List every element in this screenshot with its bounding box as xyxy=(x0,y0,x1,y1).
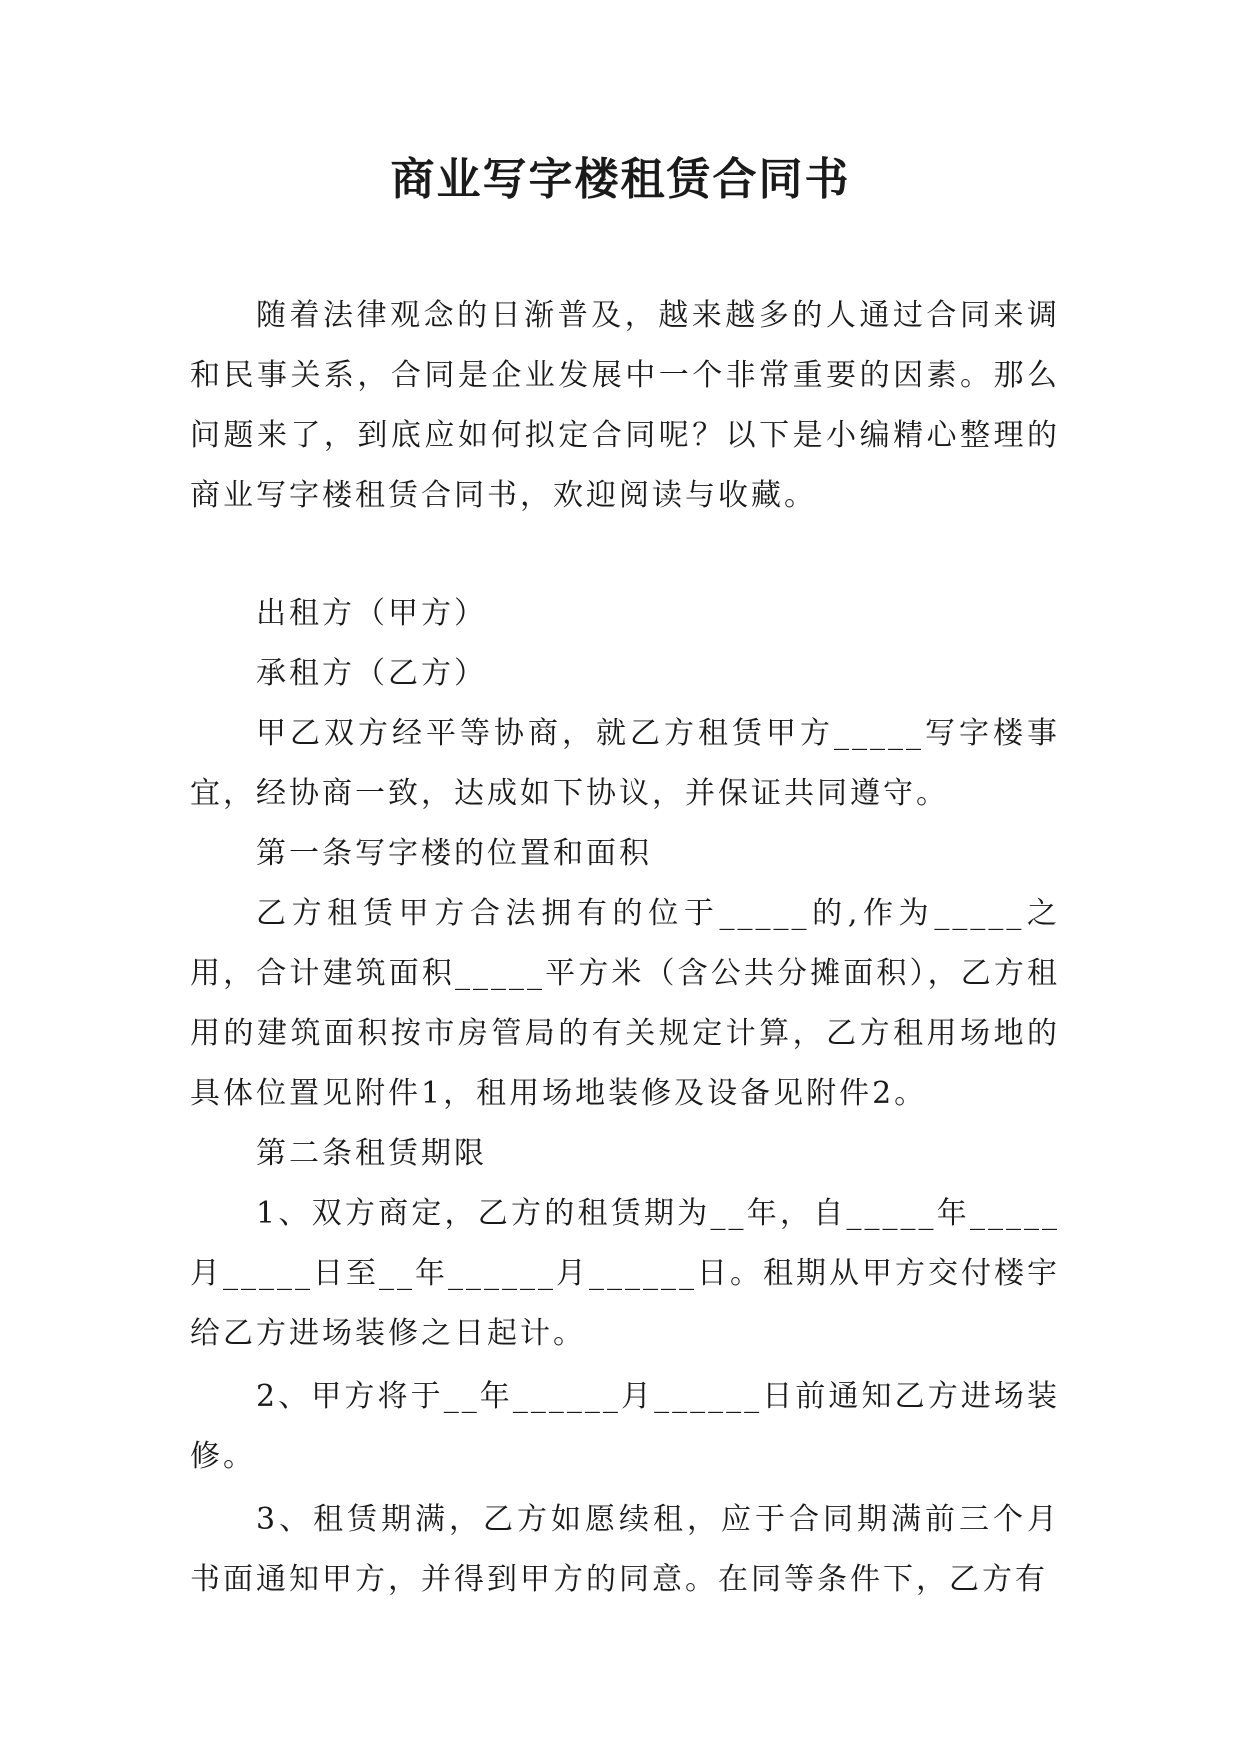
article-2-clause-3: 3、租赁期满，乙方如愿续租，应于合同期满前三个月书面通知甲方，并得到甲方的同意。在同等条件下，乙方有 xyxy=(190,1502,1060,1597)
document-title: 商业写字楼租赁合同书 xyxy=(390,154,851,205)
article-2-clause-2: 2、甲方将于__年______月______日前通知乙方进场装修。 xyxy=(190,1379,1060,1474)
intro-paragraph: 随着法律观念的日渐普及，越来越多的人通过合同来调和民事关系，合同是企业发展中一个非常重要的因素。那么问题来了，到底应如何拟定合同呢？以下是小编精心整理的商业写字楼租赁合同书，欢迎阅读与收藏。 xyxy=(190,298,1060,513)
article-1-heading: 第一条写字楼的位置和面积 xyxy=(256,836,652,871)
article-2-clause-1: 1、双方商定，乙方的租赁期为__年，自_____年_____月_____日至__年______月______日。租期从甲方交付楼宇给乙方进场装修之日起计。 xyxy=(190,1196,1060,1351)
article-2-heading: 第二条租赁期限 xyxy=(256,1136,487,1171)
agreement-paragraph: 甲乙双方经平等协商，就乙方租赁甲方_____写字楼事宜，经协商一致，达成如下协议，并保证共同遵守。 xyxy=(190,716,1060,811)
article-1-body: 乙方租赁甲方合法拥有的位于_____的,作为_____之用，合计建筑面积_____平方米（含公共分摊面积），乙方租用的建筑面积按市房管局的有关规定计算，乙方租用场地的具体位置见附件1，租用场地装修及设备见附件2。 xyxy=(190,896,1060,1111)
document-body xyxy=(190,286,1060,1610)
lessor-line: 出租方（甲方） xyxy=(256,596,487,631)
lessee-line: 承租方（乙方） xyxy=(256,656,487,691)
